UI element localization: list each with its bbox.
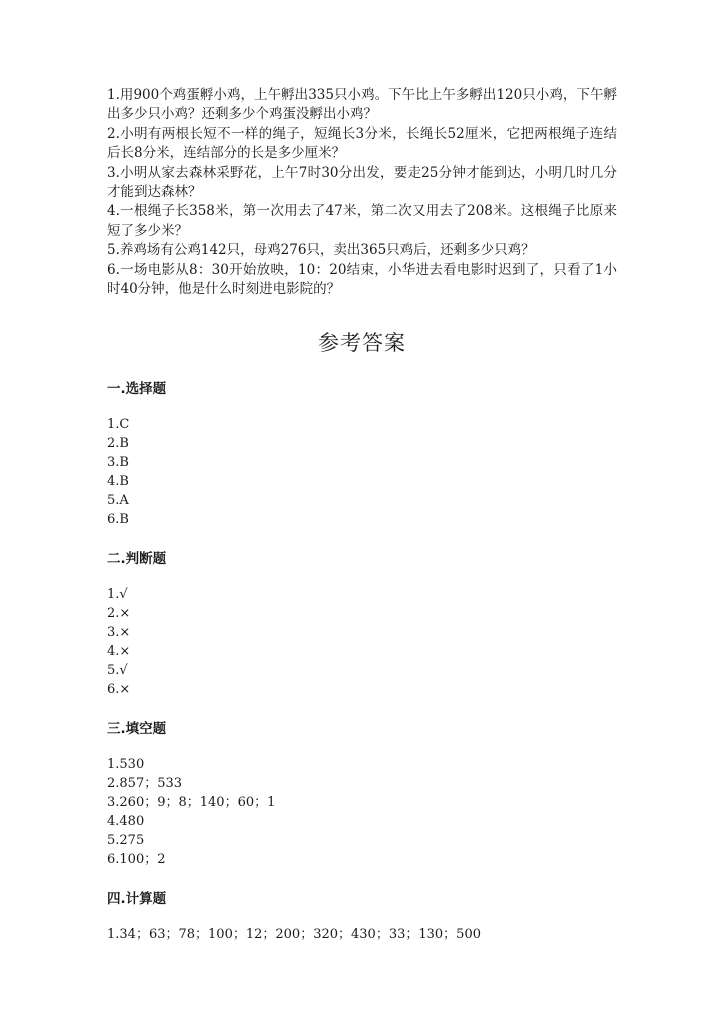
answer-item: 5.A: [107, 493, 129, 509]
answer-item: 6.100；2: [107, 852, 166, 868]
answer-item: 1.√: [107, 587, 128, 603]
answer-list: [107, 585, 617, 699]
answer-section-calculation: [107, 889, 617, 944]
answer-list: [107, 755, 617, 869]
answer-section-fill-in: [107, 719, 617, 869]
answer-section-choice: [107, 379, 617, 529]
answer-item: 5.275: [107, 833, 145, 849]
answer-item: 1.34；63；78；100；12；200；320；430；33；130；500: [107, 927, 481, 943]
answer-item: 4.×: [107, 644, 131, 660]
answer-key-title: 参考答案: [318, 331, 406, 356]
answer-item: 2.×: [107, 606, 131, 622]
word-problem: 4.一根绳子长358米，第一次用去了47米，第二次又用去了208米。这根绳子比原来短了多少米？: [107, 203, 617, 239]
word-problem: 1.用900个鸡蛋孵小鸡，上午孵出335只小鸡。下午比上午多孵出120只小鸡，下午孵出多少只小鸡？还剩多少个鸡蛋没孵出小鸡？: [107, 87, 617, 123]
section-heading: 三.填空题: [107, 721, 167, 738]
worksheet-page: [107, 86, 617, 944]
word-problem: 2.小明有两根长短不一样的绳子，短绳长3分米，长绳长52厘米，它把两根绳子连结后长8分米，连结部分的长是多少厘米？: [107, 125, 617, 162]
word-problem: 3.小明从家去森林采野花，上午7时30分出发，要走25分钟才能到达，小明几时几分才能到达森林？: [107, 164, 617, 201]
answer-item: 3.260；9；8；140；60；1: [107, 795, 276, 811]
word-problems-list: [107, 86, 617, 299]
section-heading: 一.选择题: [107, 381, 167, 398]
answer-item: 1.530: [107, 757, 145, 773]
word-problem: 5.养鸡场有公鸡142只，母鸡276只，卖出365只鸡后，还剩多少只鸡？: [107, 242, 535, 259]
answer-section-true-false: [107, 549, 617, 699]
answer-item: 3.B: [107, 455, 129, 471]
answer-item: 4.B: [107, 474, 129, 490]
answer-item: 6.B: [107, 512, 129, 528]
answer-item: 2.857；533: [107, 776, 183, 792]
answer-item: 6.×: [107, 682, 131, 698]
answer-item: 5.√: [107, 663, 128, 679]
word-problem: 6.一场电影从8：30开始放映，10：20结束，小华进去看电影时迟到了，只看了1小时40分钟，他是什么时刻进电影院的？: [107, 261, 617, 298]
answer-item: 1.C: [107, 417, 130, 433]
answer-list: [107, 925, 617, 944]
section-heading: 二.判断题: [107, 551, 167, 568]
answer-item: 2.B: [107, 436, 129, 452]
answer-list: [107, 415, 617, 529]
answer-item: 4.480: [107, 814, 145, 830]
answer-item: 3.×: [107, 625, 131, 641]
section-heading: 四.计算题: [107, 891, 167, 908]
